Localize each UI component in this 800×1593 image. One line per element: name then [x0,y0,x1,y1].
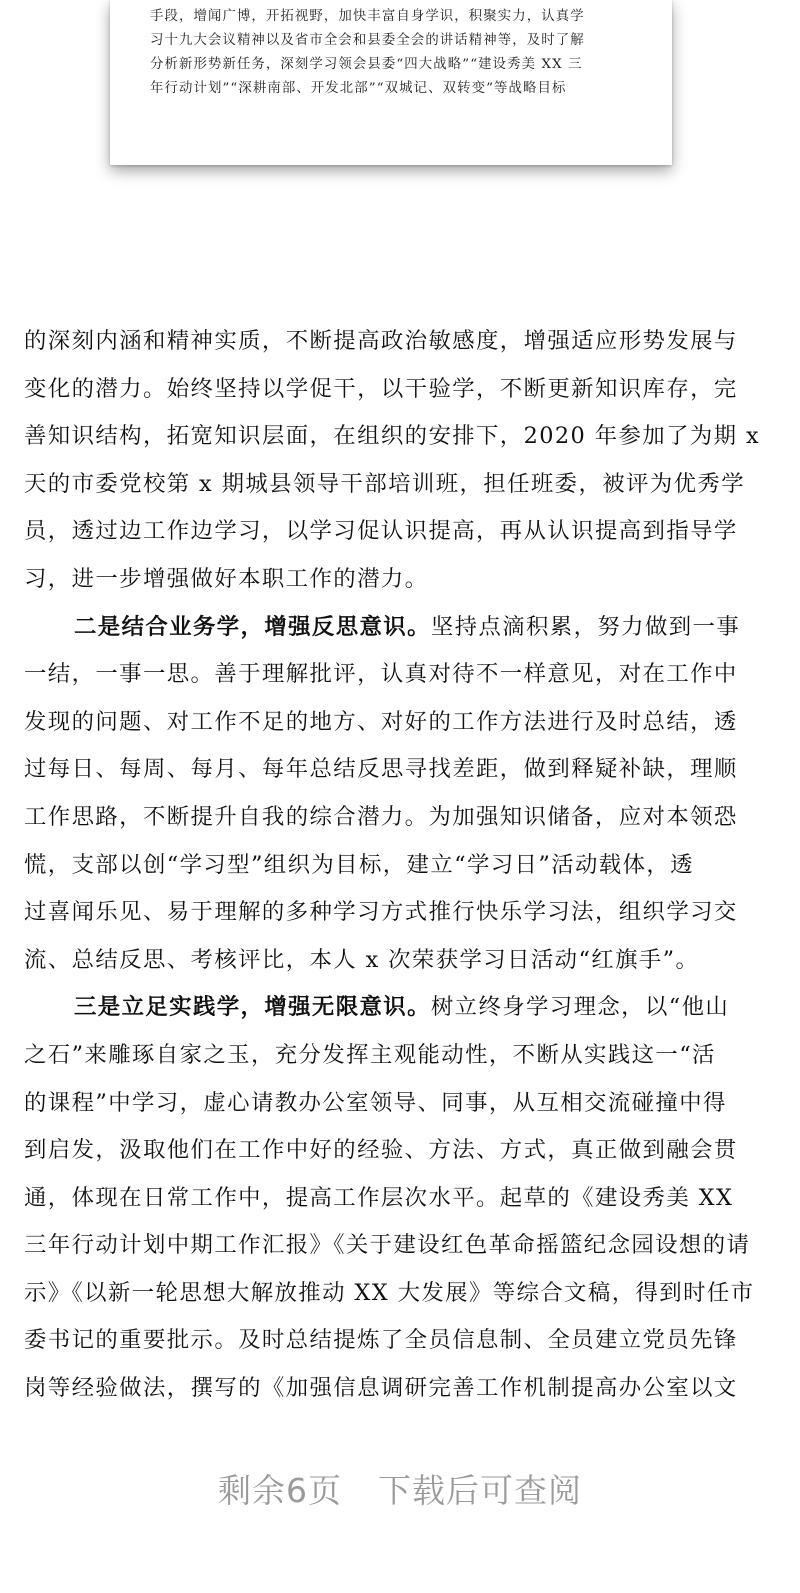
download-prompt[interactable] [0,1465,800,1512]
text-line: 到启发，汲取他们在工作中好的经验、方法、方式，真正做到融会贯 [24,1137,738,1164]
text-line: 通，体现在日常工作中，提高工作层次水平。起草的《建设秀美 XX [24,1184,734,1211]
text-line: 三年行动计划中期工作汇报》《关于建设红色革命摇篮纪念园设想的请 [24,1232,751,1259]
text-line: 习，进一步增强做好本职工作的潜力。 [24,565,429,592]
text-line: 过喜闻乐见、易于理解的多种学习方式推行快乐学习法，组织学习交 [24,899,738,926]
paragraph-3 [24,984,766,1412]
text-line: 的深刻内涵和精神实质，不断提高政治敏感度，增强适应形势发展与 [24,328,738,354]
text-span: 树立终身学习理念，以“他山 [430,994,730,1021]
text-line: 委书记的重要批示。及时总结提炼了全员信息制、全员建立党员先锋 [24,1327,738,1354]
text-line: 流、总结反思、考核评比，本人 x 次荣获学习日活动“红旗手”。 [24,946,700,973]
download-to-view-label: 下载后可查阅 [378,1471,582,1510]
text-line: 之石”来雕琢自家之玉，充分发挥主观能动性，不断从实践这一“活 [24,1041,716,1068]
remaining-pages-label: 剩余6页 [218,1471,342,1510]
paragraph-heading: 三是立足实践学，增强无限意识。 [74,994,431,1021]
paragraph-heading: 二是结合业务学，增强反思意识。 [74,613,431,640]
paragraph-first-line [24,604,766,652]
text-line: 岗等经验做法，撰写的《加强信息调研完善工作机制提高办公室以文 [24,1375,738,1402]
text-line: 善知识结构，拓宽知识层面，在组织的安排下，2020 年参加了为期 x [24,423,760,450]
paragraph-2 [24,604,766,985]
preview-line: 年行动计划”“深耕南部、开发北部”“双城记、双转变”等战略目标 [150,81,567,96]
preview-line: 手段，增闻广博，开拓视野，加快丰富自身学识，积聚实力，认真学 [150,9,585,24]
text-span: 坚持点滴积累，努力做到一事 [430,613,741,640]
paragraph-first-line [24,984,766,1032]
text-line: 工作思路，不断提升自我的综合潜力。为加强知识储备，应对本领恐 [24,803,738,830]
text-line: 过每日、每周、每月、每年总结反思寻找差距，做到释疑补缺，理顺 [24,756,738,783]
preview-line: 分析新形势新任务，深刻学习领会县委“四大战略”“建设秀美 XX 三 [150,57,583,72]
paragraph-1 [24,318,766,604]
text-line: 示》《以新一轮思想大解放推动 XX 大发展》等综合文稿，得到时任市 [24,1279,755,1306]
text-line: 变化的潜力。始终坚持以学促干，以干验学，不断更新知识库存，完 [24,375,738,402]
preview-card [110,0,672,165]
text-line: 一结，一事一思。善于理解批评，认真对待不一样意见，对在工作中 [24,661,738,688]
text-line: 的课程”中学习，虚心请教办公室领导、同事，从互相交流碰撞中得 [24,1089,727,1116]
text-line: 慌，支部以创“学习型”组织为目标，建立“学习日”活动载体，透 [24,851,694,878]
document-body [24,318,766,1413]
text-line: 员，透过边工作边学习，以学习促认识提高，再从认识提高到指导学 [24,518,738,545]
text-line: 发现的问题、对工作不足的地方、对好的工作方法进行及时总结，透 [24,708,738,735]
text-line: 天的市委党校第 x 期城县领导干部培训班，担任班委，被评为优秀学 [24,470,745,497]
preview-line: 习十九大会议精神以及省市全会和县委全会的讲话精神等，及时了解 [150,33,585,48]
